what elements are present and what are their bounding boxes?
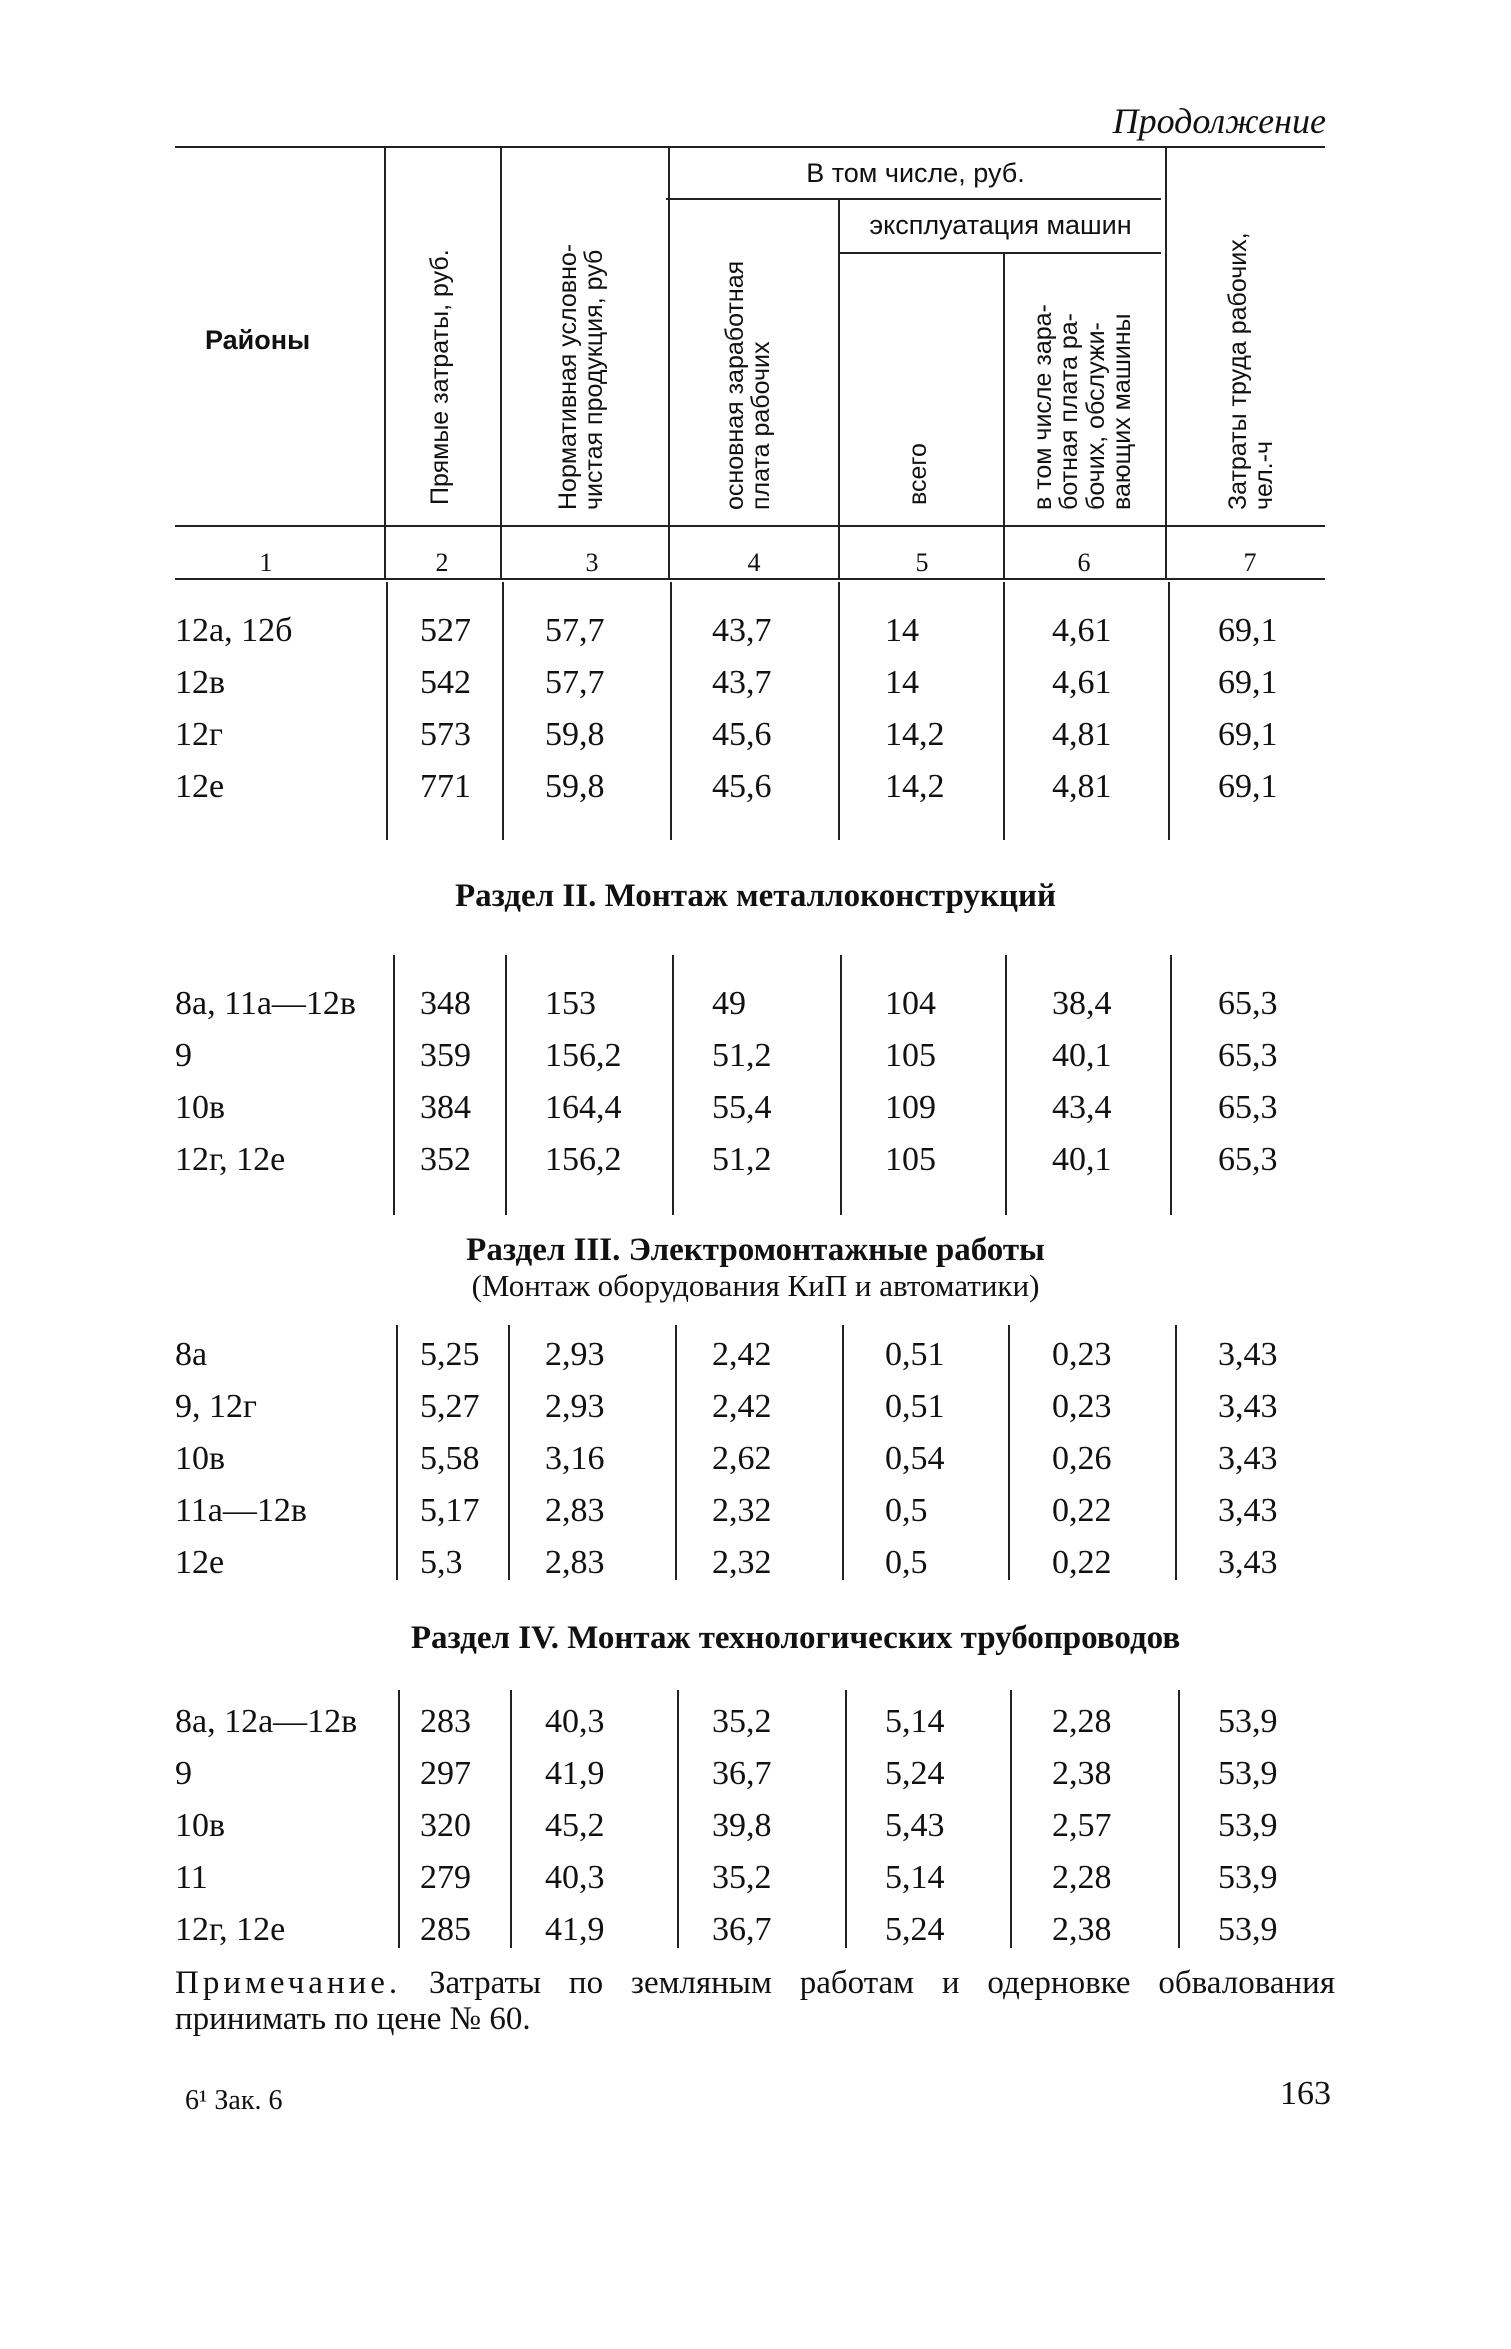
base-wage-cell: 51,2 xyxy=(712,1037,772,1074)
machine-wage-cell: 0,26 xyxy=(1052,1440,1112,1477)
direct-costs-cell: 5,17 xyxy=(420,1492,480,1529)
colnum-bottom-rule xyxy=(175,578,1325,580)
normative-product-cell: 156,2 xyxy=(545,1037,622,1074)
machine-wage-cell: 40,1 xyxy=(1052,1037,1112,1074)
region-cell: 12г, 12е xyxy=(175,1911,286,1948)
base-wage-cell: 36,7 xyxy=(712,1755,772,1792)
normative-product-cell: 41,9 xyxy=(545,1755,605,1792)
machine-wage-cell: 0,22 xyxy=(1052,1492,1112,1529)
machine-total-cell: 105 xyxy=(885,1141,936,1178)
machine-wage-cell: 40,1 xyxy=(1052,1141,1112,1178)
footnote-label: Примечание. xyxy=(175,1965,402,2001)
normative-product-cell: 156,2 xyxy=(545,1141,622,1178)
normative-product-cell: 45,2 xyxy=(545,1807,605,1844)
region-cell: 12г xyxy=(175,716,223,753)
base-wage-cell: 45,6 xyxy=(712,768,772,805)
region-cell: 10в xyxy=(175,1807,226,1844)
direct-costs-cell: 283 xyxy=(420,1703,471,1740)
machine-total-cell: 104 xyxy=(885,985,936,1022)
machine-wage-cell: 43,4 xyxy=(1052,1089,1112,1126)
labor-cell: 3,43 xyxy=(1218,1336,1278,1373)
normative-product-cell: 2,83 xyxy=(545,1492,605,1529)
direct-costs-cell: 527 xyxy=(420,612,471,649)
machine-wage-cell: 2,38 xyxy=(1052,1911,1112,1948)
table-row xyxy=(0,1485,1511,1537)
labor-cell: 65,3 xyxy=(1218,985,1278,1022)
base-wage-cell: 2,32 xyxy=(712,1544,772,1581)
labor-cell: 69,1 xyxy=(1218,768,1278,805)
machine-total-cell: 0,51 xyxy=(885,1336,945,1373)
base-wage-cell: 49 xyxy=(712,985,746,1022)
machine-total-cell: 14 xyxy=(885,664,919,701)
header-vline-3 xyxy=(668,148,670,578)
region-cell: 8а, 12а—12в xyxy=(175,1703,358,1740)
direct-costs-cell: 5,27 xyxy=(420,1388,480,1425)
machine-total-cell: 0,5 xyxy=(885,1492,928,1529)
table-row xyxy=(0,761,1511,813)
base-wage-cell: 45,6 xyxy=(712,716,772,753)
machine-wage-cell: 4,61 xyxy=(1052,664,1112,701)
section-title: Раздел II. Монтаж металлоконструкций xyxy=(454,878,1056,914)
base-wage-cell: 55,4 xyxy=(712,1089,772,1126)
table-row xyxy=(0,1748,1511,1800)
direct-costs-cell: 384 xyxy=(420,1089,471,1126)
labor-cell: 69,1 xyxy=(1218,612,1278,649)
base-wage-cell: 35,2 xyxy=(712,1859,772,1896)
machine-wage-cell: 4,81 xyxy=(1052,768,1112,805)
normative-product-cell: 57,7 xyxy=(545,612,605,649)
direct-costs-cell: 352 xyxy=(420,1141,471,1178)
table-row xyxy=(0,1852,1511,1904)
table-row xyxy=(0,1329,1511,1381)
header-top-rule xyxy=(175,146,1325,148)
normative-product-cell: 153 xyxy=(545,985,596,1022)
direct-costs-cell: 5,58 xyxy=(420,1440,480,1477)
labor-cell: 65,3 xyxy=(1218,1089,1278,1126)
header-machine-operation: эксплуатация машин xyxy=(869,210,1132,240)
table-row xyxy=(0,1381,1511,1433)
region-cell: 11а—12в xyxy=(175,1492,307,1529)
normative-product-cell: 3,16 xyxy=(545,1440,605,1477)
direct-costs-cell: 359 xyxy=(420,1037,471,1074)
col-number-6: 6 xyxy=(1077,548,1091,577)
normative-product-cell: 2,83 xyxy=(545,1544,605,1581)
normative-product-cell: 40,3 xyxy=(545,1859,605,1896)
section-title: Раздел IV. Монтаж технологических трубопроводов xyxy=(410,1620,1181,1656)
print-order-mark: 6¹ Зак. 6 xyxy=(185,2085,283,2116)
direct-costs-cell: 297 xyxy=(420,1755,471,1792)
machine-total-cell: 109 xyxy=(885,1089,936,1126)
table-row xyxy=(0,657,1511,709)
machine-total-cell: 14,2 xyxy=(885,716,945,753)
base-wage-cell: 51,2 xyxy=(712,1141,772,1178)
region-cell: 9, 12г xyxy=(175,1388,257,1425)
base-wage-cell: 2,42 xyxy=(712,1336,772,1373)
machine-wage-cell: 4,61 xyxy=(1052,612,1112,649)
col-number-2: 2 xyxy=(435,548,449,577)
labor-cell: 53,9 xyxy=(1218,1859,1278,1896)
table-row xyxy=(0,1904,1511,1956)
machine-wage-cell: 2,28 xyxy=(1052,1703,1112,1740)
region-cell: 10в xyxy=(175,1089,226,1126)
base-wage-cell: 43,7 xyxy=(712,612,772,649)
header-vline-6 xyxy=(1165,148,1167,578)
labor-cell: 65,3 xyxy=(1218,1037,1278,1074)
base-wage-cell: 43,7 xyxy=(712,664,772,701)
machine-total-cell: 14 xyxy=(885,612,919,649)
machine-total-cell: 0,51 xyxy=(885,1388,945,1425)
labor-cell: 65,3 xyxy=(1218,1141,1278,1178)
base-wage-cell: 2,42 xyxy=(712,1388,772,1425)
machine-total-cell: 5,43 xyxy=(885,1807,945,1844)
region-cell: 11 xyxy=(175,1859,208,1896)
table-row xyxy=(0,1537,1511,1589)
section-subtitle: (Монтаж оборудования КиП и автоматики) xyxy=(471,1268,1040,1303)
machine-total-cell: 0,54 xyxy=(885,1440,945,1477)
col-number-1: 1 xyxy=(259,548,273,577)
machine-total-cell: 5,14 xyxy=(885,1859,945,1896)
direct-costs-cell: 320 xyxy=(420,1807,471,1844)
region-cell: 8а, 11а—12в xyxy=(175,985,356,1022)
region-cell: 12е xyxy=(175,1544,225,1581)
normative-product-cell: 57,7 xyxy=(545,664,605,701)
region-cell: 12е xyxy=(175,768,225,805)
labor-cell: 69,1 xyxy=(1218,664,1278,701)
continued-label: Продолжение xyxy=(1112,101,1326,141)
direct-costs-cell: 771 xyxy=(420,768,471,805)
base-wage-cell: 36,7 xyxy=(712,1911,772,1948)
region-cell: 9 xyxy=(175,1755,192,1792)
machine-wage-cell: 0,23 xyxy=(1052,1336,1112,1373)
labor-cell: 69,1 xyxy=(1218,716,1278,753)
machine-total-cell: 5,24 xyxy=(885,1755,945,1792)
page-number: 163 xyxy=(1280,2075,1331,2112)
machines-rule xyxy=(838,252,1161,254)
base-wage-cell: 35,2 xyxy=(712,1703,772,1740)
machine-wage-cell: 4,81 xyxy=(1052,716,1112,753)
section-title: Раздел III. Электромонтажные работы xyxy=(466,1232,1045,1268)
direct-costs-cell: 542 xyxy=(420,664,471,701)
table-row xyxy=(0,1030,1511,1082)
header-regions: Районы xyxy=(205,325,311,355)
direct-costs-cell: 279 xyxy=(420,1859,471,1896)
machine-wage-cell: 2,57 xyxy=(1052,1807,1112,1844)
footnote-text: Затраты по земляным работам и одерновке обвалования принимать по цене № 60. xyxy=(175,1965,1335,2038)
direct-costs-cell: 5,3 xyxy=(420,1544,463,1581)
labor-cell: 53,9 xyxy=(1218,1703,1278,1740)
machine-total-cell: 5,24 xyxy=(885,1911,945,1948)
base-wage-cell: 2,32 xyxy=(712,1492,772,1529)
region-cell: 8а xyxy=(175,1336,208,1373)
table-row xyxy=(0,1800,1511,1852)
table-row xyxy=(0,1134,1511,1186)
col-number-5: 5 xyxy=(915,548,929,577)
region-cell: 12в xyxy=(175,664,226,701)
machine-total-cell: 14,2 xyxy=(885,768,945,805)
table-row xyxy=(0,978,1511,1030)
col-number-3: 3 xyxy=(585,548,599,577)
direct-costs-cell: 348 xyxy=(420,985,471,1022)
header-vline-1 xyxy=(384,148,386,578)
machine-wage-cell: 0,22 xyxy=(1052,1544,1112,1581)
machine-total-cell: 5,14 xyxy=(885,1703,945,1740)
machine-total-cell: 105 xyxy=(885,1037,936,1074)
labor-cell: 53,9 xyxy=(1218,1911,1278,1948)
labor-cell: 3,43 xyxy=(1218,1544,1278,1581)
table-row xyxy=(0,1082,1511,1134)
region-cell: 10в xyxy=(175,1440,226,1477)
header-including: В том числе, руб. xyxy=(806,158,1025,188)
labor-cell: 53,9 xyxy=(1218,1755,1278,1792)
direct-costs-cell: 573 xyxy=(420,716,471,753)
including-rule xyxy=(666,198,1161,200)
machine-wage-cell: 38,4 xyxy=(1052,985,1112,1022)
col-number-4: 4 xyxy=(747,548,761,577)
machine-total-cell: 0,5 xyxy=(885,1544,928,1581)
normative-product-cell: 40,3 xyxy=(545,1703,605,1740)
normative-product-cell: 59,8 xyxy=(545,716,605,753)
normative-product-cell: 41,9 xyxy=(545,1911,605,1948)
table-row xyxy=(0,1696,1511,1748)
base-wage-cell: 39,8 xyxy=(712,1807,772,1844)
direct-costs-cell: 285 xyxy=(420,1911,471,1948)
table-row xyxy=(0,1433,1511,1485)
machine-wage-cell: 0,23 xyxy=(1052,1388,1112,1425)
header-vline-2 xyxy=(500,148,502,578)
footnote xyxy=(175,1965,1335,2038)
table-row xyxy=(0,605,1511,657)
region-cell: 9 xyxy=(175,1037,192,1074)
col-number-7: 7 xyxy=(1243,548,1257,577)
normative-product-cell: 164,4 xyxy=(545,1089,622,1126)
labor-cell: 53,9 xyxy=(1218,1807,1278,1844)
normative-product-cell: 2,93 xyxy=(545,1336,605,1373)
labor-cell: 3,43 xyxy=(1218,1492,1278,1529)
region-cell: 12г, 12е xyxy=(175,1141,286,1178)
normative-product-cell: 2,93 xyxy=(545,1388,605,1425)
region-cell: 12а, 12б xyxy=(175,612,293,649)
labor-cell: 3,43 xyxy=(1218,1388,1278,1425)
document-page: Продолжение Районы Прямые затраты, руб. Нормативная условно- чистая продукция, руб В том числе, руб. основная заработная плата рабочих эксплуатация машин всего в том числе зара- ботная плата ра- бочих, обслужи- вающих машины Затраты труда рабочих, чел.-ч 1 2 3 4 5 6 7 12а, 12б 527 57,7 43,7 14 4,61 69,1 12в 542 57,7 43,7 14 4,61 69,1 12г 573 59,8 45,6 14,2 4,81 69,1 12е 771 59,8 45,6 14,2 4,81 69,1 Раздел II. Монтаж металлоконструкций 8а, 11а—12в 348 153 49 104 38,4 65,3 9 359 156,2 51,2 105 40,1 65,3 10в 384 164,4 55,4 109 43,4 65,3 12г, 12е 352 156,2 51,2 105 40,1 65,3 Раздел III. Электромонтажные работы (Монтаж оборудования КиП и автоматики) 8а 5,25 2,93 2,42 0,51 0,23 3,43 9, 12г 5,27 2,93 2,42 0,51 0,23 3,43 10в 5,58 3,16 2,62 0,54 0,26 3,43 11а—12в 5,17 2,83 2,32 0,5 0,22 3,43 12е 5,3 2,83 2,32 0,5 0,22 3,43 Раздел IV. Монтаж технологических трубопроводов 8а, 12а—12в 283 40,3 35,2 5,14 2,28 53,9 9 297 41,9 36,7 5,24 2,38 53,9 10в 320 45,2 39,8 5,43 2,57 53,9 11 279 40,3 35,2 5,14 2,28 53,9 12г, 12е 285 41,9 36,7 5,24 2,38 53,9 Примечание. Затраты по земляным работам и одерновке обвалования принимать по цене № 60. 6¹ Зак. 6 163 xyxy=(0,0,1511,2349)
machine-wage-cell: 2,38 xyxy=(1052,1755,1112,1792)
normative-product-cell: 59,8 xyxy=(545,768,605,805)
direct-costs-cell: 5,25 xyxy=(420,1336,480,1373)
header-vline-4 xyxy=(838,200,840,578)
labor-cell: 3,43 xyxy=(1218,1440,1278,1477)
base-wage-cell: 2,62 xyxy=(712,1440,772,1477)
header-vline-5 xyxy=(1003,254,1005,578)
header-bottom-rule xyxy=(175,525,1325,527)
table-row xyxy=(0,709,1511,761)
machine-wage-cell: 2,28 xyxy=(1052,1859,1112,1896)
